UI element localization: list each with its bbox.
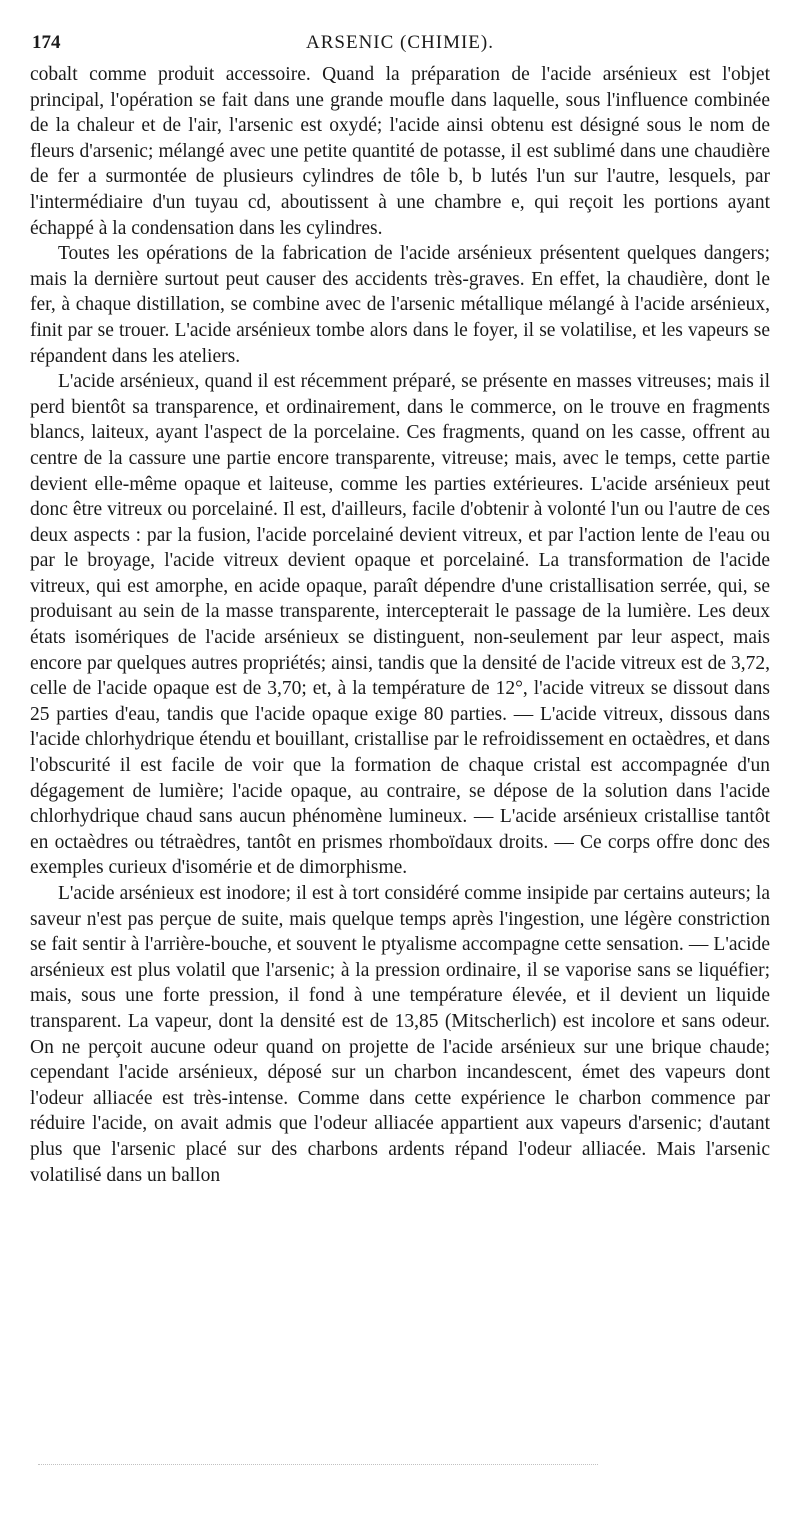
paragraph: cobalt comme produit accessoire. Quand la préparation de l'acide arsénieux est l'objet principal, l'opération se fait dans une grande moufle dans laquelle, sous l'influence combinée de la chaleur et de l'air, l'arsenic est oxydé; l'acide ainsi obtenu est désigné sous le nom de fleurs d'arsenic; mélangé avec une petite quantité de potasse, il est sublimé dans une chaudière de fer a surmontée de plusieurs cylindres de tôle b, b lutés l'un sur l'autre, lesquels, par l'intermédiaire d'un tuyau cd, aboutissent à une chambre e, qui reçoit les portions ayant échappé à la condensation dans les cylindres.	[30, 64, 770, 239]
page-header	[30, 28, 770, 62]
paragraph: L'acide arsénieux est inodore; il est à tort considéré comme insipide par certains auteurs; la saveur n'est pas perçue de suite, mais quelque temps après l'ingestion, une légère constriction se fait sentir à l'arrière-bouche, et souvent le ptyalisme accompagne cette sensation. — L'acide arsénieux est plus volatil que l'arsenic; à la pression ordinaire, il se vaporise sans se liquéfier; mais, sous une forte pression, il fond à une température élevée, et il devient un liquide transparent. La vapeur, dont la densité est de 13,85 (Mitscherlich) est incolore et sans odeur. On ne perçoit aucune odeur quand on projette de l'acide arsénieux sur une brique chaude; cependant l'acide arsénieux, déposé sur un charbon incandescent, émet des vapeurs dont l'odeur alliacée est très-intense. Comme dans cette expérience le charbon commence par réduire l'acide, on avait admis que l'odeur alliacée appartient aux vapeurs d'arsenic; d'autant plus que l'arsenic placé sur des charbons ardents répand l'odeur alliacée. Mais l'arsenic volatilisé dans un ballon	[30, 883, 770, 1186]
running-title: ARSENIC (CHIMIE).	[306, 32, 494, 53]
paragraph: Toutes les opérations de la fabrication de l'acide arsénieux présentent quelques dangers; mais la dernière surtout peut causer des accidents très-graves. En effet, la chaudière, dont le fer, à chaque distillation, se combine avec de l'arsenic métallique mélangé à l'acide arsénieux, finit par se trouer. L'acide arsénieux tombe alors dans le foyer, il se volatilise, et les vapeurs se répandent dans les ateliers.	[30, 243, 770, 367]
paragraph: L'acide arsénieux, quand il est récemment préparé, se présente en masses vitreuses; mais il perd bientôt sa transparence, et ordinairement, dans le commerce, on le trouve en fragments blancs, laiteux, ayant l'aspect de la porcelaine. Ces fragments, quand on les casse, offrent au centre de la cassure une partie encore transparente, vitreuse; mais, avec le temps, cette partie devient elle-même opaque et laiteuse, comme les parties extérieures. L'acide arsénieux peut donc être vitreux ou porcelainé. Il est, d'ailleurs, facile d'obtenir à volonté l'un ou l'autre de ces deux aspects : par la fusion, l'acide porcelainé devient vitreux, et par l'action lente de l'eau ou par le broyage, l'acide vitreux devient opaque et porcelainé. La transformation de l'acide vitreux, qui est amorphe, en acide opaque, paraît dépendre d'une cristallisation serrée, qui, se produisant au sein de la masse transparente, intercepterait le passage de la lumière. Les deux états isomériques de l'acide arsénieux se distinguent, non-seulement par leur aspect, mais encore par quelques autres propriétés; ainsi, tandis que la densité de l'acide vitreux est de 3,72, celle de l'acide opaque est de 3,70; et, à la température de 12°, l'acide vitreux se dissout dans 25 parties d'eau, tandis que l'acide opaque exige 80 parties. — L'acide vitreux, dissous dans l'acide chlorhydrique étendu et bouillant, cristallise par le refroidissement en octaèdres, et dans l'obscurité il est facile de voir que la formation de chaque cristal est accompagnée d'un dégagement de lumière; l'acide opaque, au contraire, se dépose de la solution dans l'acide chlorhydrique chaud sans aucun phénomène lumineux. — L'acide arsénieux cristallise tantôt en octaèdres ou tétraèdres, tantôt en prismes rhomboïdaux droits. — Ce corps offre donc des exemples curieux d'isomérie et de dimorphisme.	[30, 371, 770, 879]
page-number: 174	[32, 32, 61, 53]
scan-artifact-line	[38, 1464, 598, 1467]
body-text	[30, 62, 770, 1188]
document-page	[30, 28, 770, 1188]
